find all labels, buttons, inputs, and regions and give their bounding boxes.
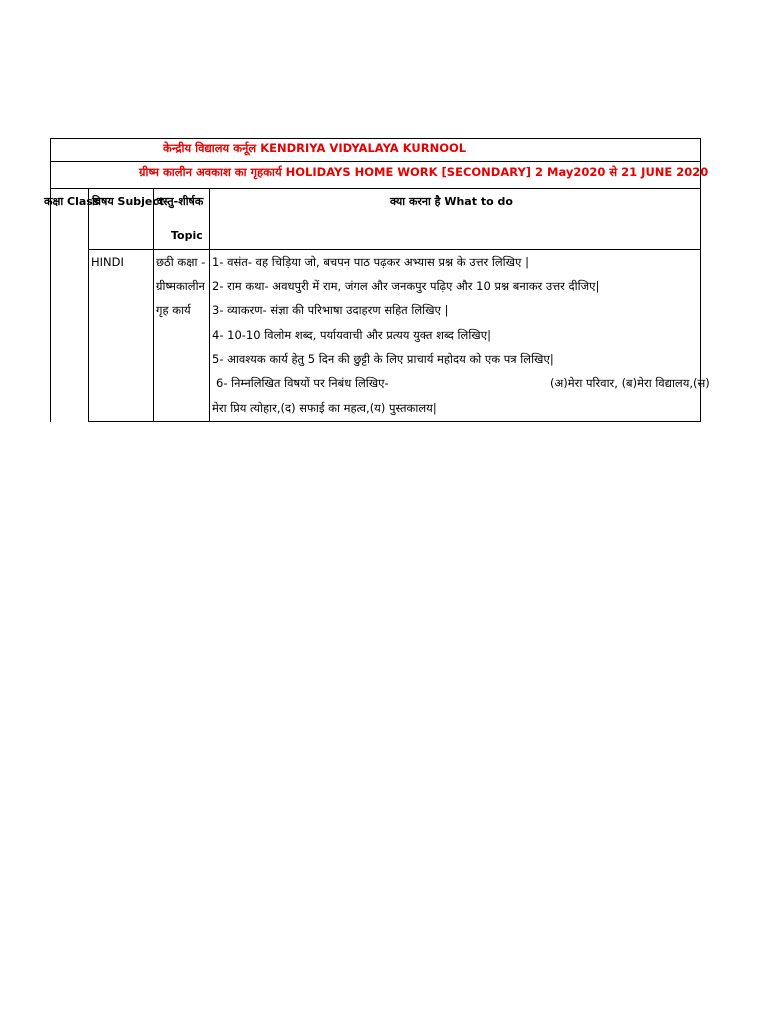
subject-cell: HINDI	[91, 255, 124, 269]
header-topic-english: Topic	[171, 229, 203, 242]
header-what-to-do: क्या करना है What to do	[390, 195, 513, 208]
grid-line-top	[50, 138, 701, 139]
homework-title: ग्रीष्म कालीन अवकाश का गृहकार्य HOLIDAYS HOME WORK [SECONDARY] 2 May2020 से 21 JUNE 2020	[139, 165, 709, 179]
task-line: 5- आवश्यक कार्य हेतु 5 दिन की छुट्टी के लिए प्राचार्य महोदय को एक पत्र लिखिए|	[212, 352, 554, 366]
topic-cell-line: ग्रीष्मकालीन	[156, 279, 205, 293]
task-line: 4- 10-10 विलोम शब्द, पर्यायवाची और प्रत्यय युक्त शब्द लिखिए|	[212, 328, 491, 342]
task-line: (अ)मेरा परिवार, (ब)मेरा विद्यालय,(स)	[550, 376, 710, 390]
grid-line-subject-col	[153, 188, 154, 422]
grid-line-header-bottom	[89, 249, 701, 250]
header-topic: वस्तु-शीर्षक	[157, 195, 204, 208]
task-line: 6- निम्नलिखित विषयों पर निबंध लिखिए-	[216, 376, 389, 390]
task-line: 1- वसंत- वह चिड़िया जो, बचपन पाठ पढ़कर अभ्यास प्रश्न के उत्तर लिखिए |	[212, 255, 529, 269]
grid-line-class-col	[88, 188, 89, 422]
grid-line-left	[50, 138, 51, 422]
grid-line-title-divider	[50, 161, 701, 162]
header-subject: विषय Subject	[92, 195, 165, 208]
task-line: 2- राम कथा- अवधपुरी में राम, जंगल और जनकपुर पढ़िए और 10 प्रश्न बनाकर उत्तर दीजिए|	[212, 279, 600, 293]
task-line: 3- व्याकरण- संज्ञा की परिभाषा उदाहरण सहित लिखिए |	[212, 303, 449, 317]
school-title: केन्द्रीय विद्यालय कर्नूल KENDRIYA VIDYALAYA KURNOOL	[163, 141, 467, 155]
topic-cell-line: गृह कार्य	[156, 303, 191, 317]
task-line: मेरा प्रिय त्योहार,(द) सफाई का महत्व,(य) पुस्तकालय|	[212, 401, 437, 415]
grid-line-header-top	[50, 188, 701, 189]
grid-line-bottom	[89, 421, 701, 422]
header-class: कक्षा Class	[44, 195, 100, 208]
topic-cell-line: छठी कक्षा -	[156, 255, 206, 269]
grid-line-topic-col	[209, 188, 210, 422]
